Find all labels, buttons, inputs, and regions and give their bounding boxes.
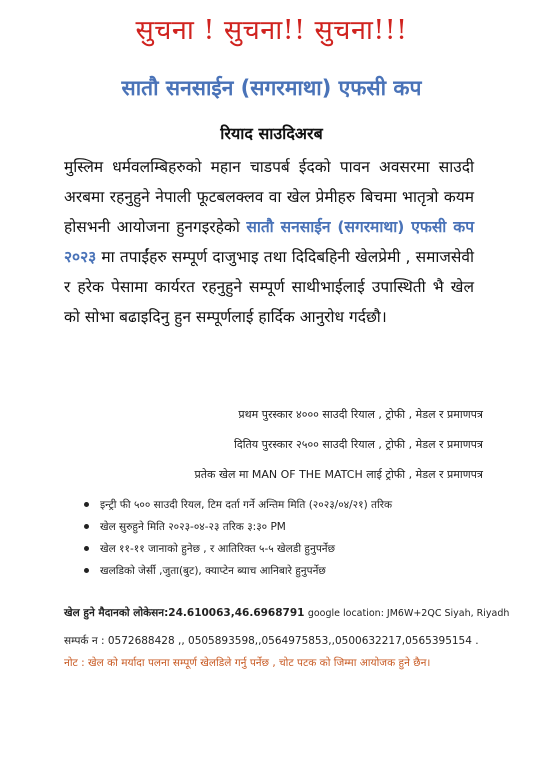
contact-numbers: सम्पर्क न : 0572688428 ,, 0505893598,,0564975853,,0500632217,0565395154 . <box>64 635 479 647</box>
bullet-icon <box>84 568 89 573</box>
venue-google-location: google location: JM6W+2QC Siyah, Riyadh <box>307 608 510 619</box>
rule-team-size: खेल ११-११ जानाको हुनेछ , र आतिरिक्त ५-५ खेलडी हुनुपर्नेछ <box>100 543 335 555</box>
event-title: सातौ सनसाईन (सगरमाथा) एफसी कप <box>121 76 422 100</box>
prize-first: प्रथम पुरस्कार ४००० साउदी रियाल , ट्रोफी , मेडल र प्रमाणपत्र <box>238 408 483 421</box>
prize-list <box>63 400 483 490</box>
bullet-icon <box>84 524 89 529</box>
venue-info <box>64 606 509 620</box>
rule-entry-fee: इन्ट्री फी ५०० साउदी रियल, टिम दर्ता गर्ने अन्तिम मिति (२०२३/०४/२१) तरिक <box>100 499 393 511</box>
event-location: रियाद साउदिअरब <box>220 124 323 143</box>
list-item <box>84 560 392 582</box>
notice-headline: सुचना ! सुचना!! सुचना!!! <box>135 15 408 46</box>
venue-location: खेल हुने मैदानको लोकेसन:24.610063,46.6968791 <box>64 607 305 619</box>
rules-list <box>84 494 392 582</box>
rule-equipment: खलडिको जेर्सी ,जुता(बुट), क्याप्टेन ब्याच आनिबारे हुनुपर्नेछ <box>100 565 326 577</box>
prize-man-of-the-match: प्रतेक खेल मा MAN OF THE MATCH लाई ट्रोफी , मेडल र प्रमाणपत्र <box>194 468 483 481</box>
paragraph-part-2: मा तपाईंहरु सम्पूर्ण दाजुभाइ तथा दिदिबहिनी खेलप्रेमी , समाजसेवी र हरेक पेसामा कार्यरत रहनुहुने सम्पूर्ण साथीभाईलाई उपास्थिती भै खेल को सोभा बढाइदिनु हुन सम्पूर्णलाई हार्दिक आनुरोध गर्दछौ। <box>64 248 474 326</box>
bullet-icon <box>84 546 89 551</box>
paragraph-event-highlight: सातौ सनसाईन (सगरमाथा) एफसी कप २०२३ <box>64 218 474 266</box>
rule-start-date: खेल सुरुहुने मिति २०२३-०४-२३ तरिक ३:३० PM <box>100 521 286 533</box>
prize-second: दितिय पुरस्कार २५०० साउदी रियाल , ट्रोफी , मेडल र प्रमाणपत्र <box>234 438 483 451</box>
list-item <box>84 494 392 516</box>
bullet-icon <box>84 502 89 507</box>
list-item <box>84 516 392 538</box>
disclaimer-note: नोट : खेल को मर्यादा पलना सम्पूर्ण खेलडिले गर्नु पर्नेछ , चोट पटक को जिम्मा आयोजक हुने छैन। <box>64 657 431 669</box>
invitation-paragraph <box>64 152 474 332</box>
paragraph-part-1: मुस्लिम धर्मवलम्बिहरुको महान चाडपर्ब ईदको पावन अवसरमा साउदी अरबमा रहनुहुने नेपाली फूटबलक्लव वा खेल प्रेमीहरु बिचमा भातृत्रो कयम होसभनी आयोजना हुनगइरहेको <box>64 158 474 236</box>
list-item <box>84 538 392 560</box>
